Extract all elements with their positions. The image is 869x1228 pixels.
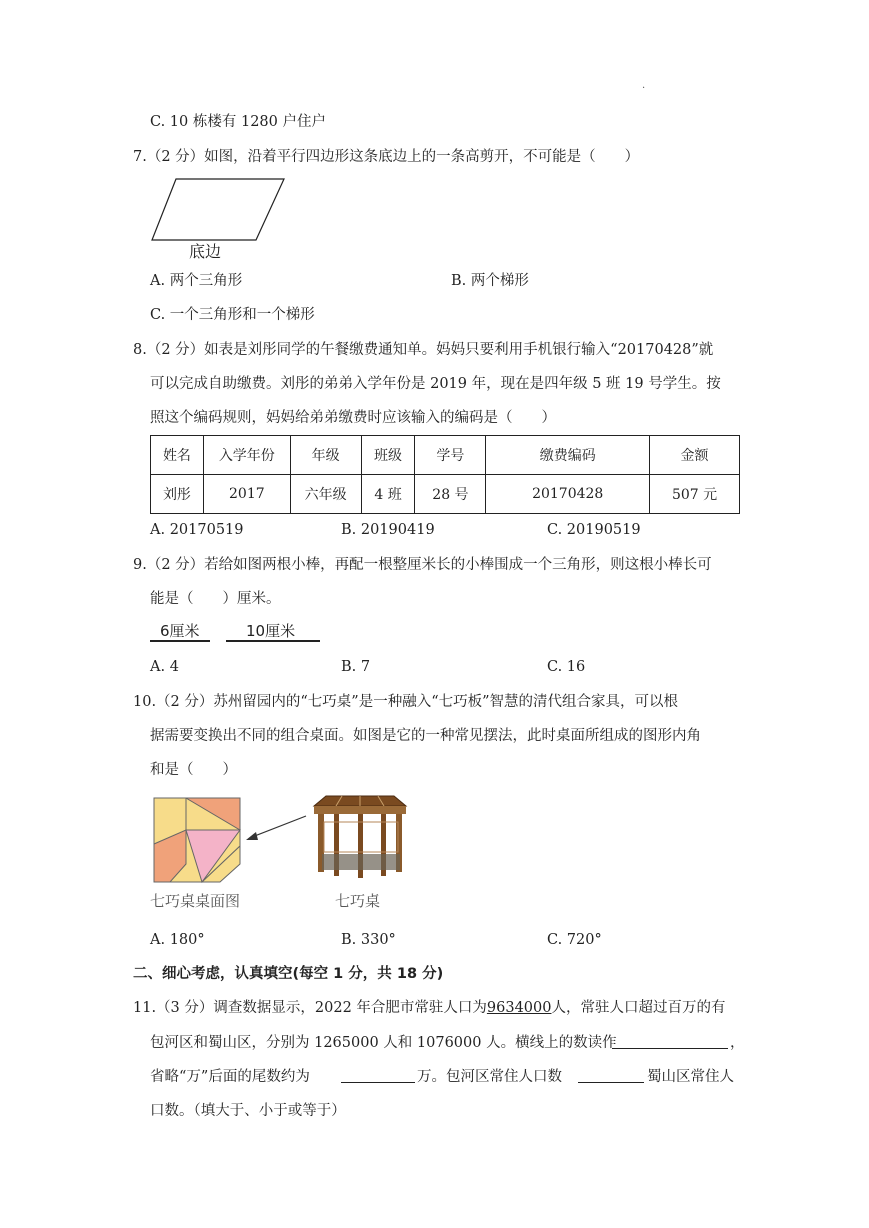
q7-option-b: B. 两个梯形 (451, 273, 529, 289)
blank-read-as[interactable] (612, 1032, 728, 1049)
q11-line2: 包河区和蜀山区，分别为 1265000 人和 1076000 人。横线上的数读作 (150, 1035, 617, 1051)
q11-line3-post: 蜀山区常住人 (647, 1069, 734, 1085)
page-mark: . (642, 80, 646, 91)
fee-table (150, 435, 740, 514)
q8-stem-line1: 8.（2 分）如表是刘彤同学的午餐缴费通知单。妈妈只要利用手机银行输入“20170428”就 (133, 342, 714, 358)
table-cell: 2017 (203, 475, 290, 514)
section-title: 二、细心考虑，认真填空(每空 1 分，共 18 分) (133, 966, 444, 982)
q9-option-c: C. 16 (547, 659, 586, 675)
caption-tabletop: 七巧桌桌面图 (150, 892, 241, 910)
q11-line2-end: ， (730, 1035, 745, 1051)
q10-option-c: C. 720° (547, 932, 602, 948)
q8-option-c: C. 20190519 (547, 522, 641, 538)
q11-line3-pre: 省略“万”后面的尾数约为 (150, 1069, 310, 1085)
table-header-cell: 年级 (290, 436, 361, 475)
figure-label-base: 底边 (189, 242, 222, 261)
q11-line1 (133, 998, 725, 1018)
q8-stem-line3: 照这个编码规则，妈妈给弟弟缴费时应该输入的编码是（ ） (150, 410, 556, 426)
stick-6cm (150, 640, 210, 642)
q11-line1-pre: 11.（3 分）调查数据显示，2022 年合肥市常驻人口为 (133, 1000, 487, 1016)
stick-10cm (226, 640, 320, 642)
blank-compare[interactable] (578, 1066, 644, 1083)
stick-6cm-label: 6厘米 (160, 622, 200, 640)
caption-table: 七巧桌 (335, 892, 381, 910)
table-header-cell: 姓名 (151, 436, 204, 475)
q6-option-c: C. 10 栋楼有 1280 户住户 (150, 114, 326, 130)
q9-option-a: A. 4 (150, 659, 179, 675)
table-cell: 28 号 (415, 475, 486, 514)
table-cell: 六年级 (290, 475, 361, 514)
q10-option-b: B. 330° (341, 932, 396, 948)
q9-stem-line1: 9.（2 分）若给如图两根小棒，再配一根整厘米长的小棒围成一个三角形，则这根小棒长可 (133, 557, 712, 573)
q11-line3-mid: 万。包河区常住人口数 (417, 1069, 562, 1085)
q11-underlined-number: 9634000 (486, 1000, 552, 1016)
q8-option-b: B. 20190419 (341, 522, 435, 538)
table-header-cell: 学号 (415, 436, 486, 475)
arrow-icon (244, 812, 310, 842)
table-header-row (151, 436, 740, 475)
q8-option-a: A. 20170519 (150, 522, 244, 538)
table-cell: 507 元 (650, 475, 740, 514)
stick-10cm-label: 10厘米 (246, 622, 296, 640)
q10-stem-line2: 据需要变换出不同的组合桌面。如图是它的一种常见摆法，此时桌面所组成的图形内角 (150, 728, 701, 744)
tangram-table-image (312, 792, 408, 882)
table-header-cell: 入学年份 (203, 436, 290, 475)
q9-stem-line2: 能是（ ）厘米。 (150, 591, 281, 607)
q7-option-c: C. 一个三角形和一个梯形 (150, 307, 315, 323)
tangram-tabletop-figure (150, 794, 250, 886)
table-header-cell: 缴费编码 (486, 436, 650, 475)
q7-option-a: A. 两个三角形 (150, 273, 243, 289)
table-row (151, 475, 740, 514)
q8-stem-line2: 可以完成自助缴费。刘彤的弟弟入学年份是 2019 年，现在是四年级 5 班 19 号学生。按 (150, 376, 721, 392)
table-header-cell: 金额 (650, 436, 740, 475)
q11-line1-post: 人，常驻人口超过百万的有 (551, 1000, 726, 1016)
blank-approx[interactable] (341, 1066, 415, 1083)
table-cell: 20170428 (486, 475, 650, 514)
table-cell: 4 班 (361, 475, 415, 514)
table-cell: 刘彤 (151, 475, 204, 514)
q10-option-a: A. 180° (150, 932, 205, 948)
q11-line4: 口数。（填大于、小于或等于） (150, 1103, 346, 1119)
q10-stem-line3: 和是（ ） (150, 762, 237, 778)
q7-stem: 7.（2 分）如图，沿着平行四边形这条底边上的一条高剪开，不可能是（ ） (133, 149, 640, 165)
q9-option-b: B. 7 (341, 659, 371, 675)
q10-stem-line1: 10.（2 分）苏州留园内的“七巧桌”是一种融入“七巧板”智慧的清代组合家具，可以根 (133, 694, 679, 710)
table-header-cell: 班级 (361, 436, 415, 475)
